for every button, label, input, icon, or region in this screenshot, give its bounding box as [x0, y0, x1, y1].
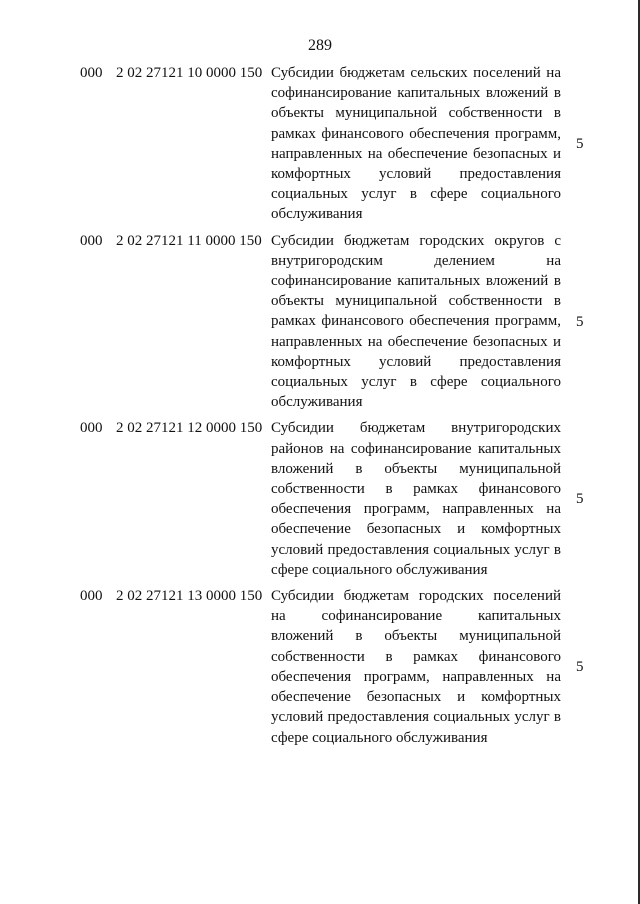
- classification-code: 2 02 27121 12 0000 150: [116, 420, 263, 437]
- table-row: [0, 231, 640, 413]
- admin-code: 000: [80, 588, 103, 605]
- income-description: Субсидии бюджетам городских округов с внутригородским делением на софинансирование капитальных вложений в объекты муниципальной собственности в рамках финансового обеспечения программ, направленных на обеспечение безопасных и комфортных условий предоставления социальных услуг в сфере социального обслуживания: [271, 232, 561, 411]
- admin-code: 000: [80, 65, 103, 81]
- admin-code: 000: [80, 420, 103, 437]
- classification-code: 2 02 27121 10 0000 150: [116, 65, 263, 81]
- admin-code: 000: [80, 232, 103, 249]
- page-number: 289: [308, 37, 332, 54]
- row-value: 5: [576, 135, 584, 152]
- table-row: [0, 586, 640, 748]
- row-value: 5: [576, 313, 584, 330]
- table-row: [0, 63, 640, 225]
- table-row: [0, 418, 640, 580]
- row-value: 5: [576, 658, 584, 675]
- classification-code: 2 02 27121 13 0000 150: [116, 588, 263, 605]
- income-description: Субсидии бюджетам городских поселений на софинансирование капитальных вложений в объекты муниципальной собственности в рамках финансового обеспечения программ, направленных на обеспечение безопасных и комфортных условий предоставления социальных услуг в сфере социального обслуживания: [271, 588, 561, 746]
- budget-code-table: [0, 63, 640, 754]
- income-description: Субсидии бюджетам внутригородских районов на софинансирование капитальных вложений в объекты муниципальной собственности в рамках финансового обеспечения программ, направленных на обеспечение безопасных и комфортных условий предоставления социальных услуг в сфере социального обслуживания: [271, 420, 561, 578]
- classification-code: 2 02 27121 11 0000 150: [116, 232, 262, 249]
- income-description: Субсидии бюджетам сельских поселений на софинансирование капитальных вложений в объекты муниципальной собственности в рамках финансового обеспечения программ, направленных на обеспечение безопасных и комфортных условий предоставления социальных услуг в сфере социального обслуживания: [271, 65, 561, 223]
- row-value: 5: [576, 491, 584, 508]
